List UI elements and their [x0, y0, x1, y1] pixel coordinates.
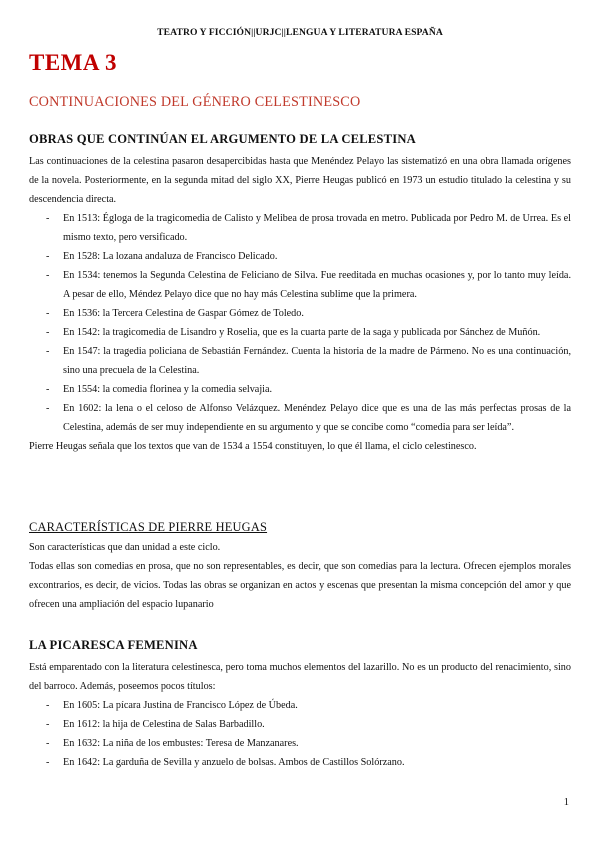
running-header: TEATRO Y FICCIÓN||URJC||LENGUA Y LITERATURA ESPAÑA — [157, 27, 443, 38]
paragraph: Pierre Heugas señala que los textos que van de 1534 a 1554 constituyen, lo que él llama, el ciclo celestinesco. — [29, 441, 477, 452]
bullet-list — [29, 209, 571, 437]
list-item: - En 1547: la tragedia policiana de Sebastián Fernández. Cuenta la historia de la madre de Pármeno. No es una continuación, sino una precuela de la Celestina. — [29, 342, 571, 380]
paragraph: Son características que dan unidad a este ciclo. — [29, 542, 221, 553]
page-subtitle: CONTINUACIONES DEL GÉNERO CELESTINESCO — [29, 94, 361, 110]
section-heading: OBRAS QUE CONTINÚAN EL ARGUMENTO DE LA CELESTINA — [29, 132, 416, 146]
list-item: - En 1554: la comedia florinea y la comedia selvajia. — [29, 380, 571, 399]
list-item: - En 1632: La niña de los embustes: Teresa de Manzanares. — [29, 734, 571, 753]
page-title: TEMA 3 — [29, 50, 117, 75]
list-item: - En 1542: la tragicomedia de Lisandro y Roselia, que es la cuarta parte de la saga y publicada por Sánchez de Muñón. — [29, 323, 571, 342]
section-obras — [29, 130, 571, 456]
list-item: - En 1612: la hija de Celestina de Salas Barbadillo. — [29, 715, 571, 734]
section-picaresca — [29, 636, 571, 772]
list-item: - En 1536: la Tercera Celestina de Gaspar Gómez de Toledo. — [29, 304, 571, 323]
section-heading: LA PICARESCA FEMENINA — [29, 638, 198, 652]
list-item: - En 1534: tenemos la Segunda Celestina de Feliciano de Silva. Fue reeditada en muchas ocasiones y, por lo tanto muy leída. A pesar de ello, Méndez Pelayo dice que no hay más Celestina sublime que la primera. — [29, 266, 571, 304]
list-item: - En 1605: La pícara Justina de Francisco López de Úbeda. — [29, 696, 571, 715]
section-heading: CARACTERÍSTICAS DE PIERRE HEUGAS — [29, 520, 268, 534]
page-number: 1 — [563, 797, 569, 808]
paragraph: Está emparentado con la literatura celestinesca, pero toma muchos elementos del lazarillo. No es un producto del renacimiento, sino del barroco. Además, poseemos pocos títulos: — [29, 662, 571, 692]
list-item: - En 1513: Égloga de la tragicomedia de Calisto y Melibea de prosa trovada en metro. Publicada por Pedro M. de Urrea. Es el mismo texto, pero versificado. — [29, 209, 571, 247]
list-item: - En 1602: la lena o el celoso de Alfonso Velázquez. Menéndez Pelayo dice que es una de las más perfectas prosas de la Celestina, además de ser muy independiente en su argumento y que se concibe como “comedia para ser leída”. — [29, 399, 571, 437]
section-caracteristicas — [29, 518, 571, 614]
list-item: - En 1642: La garduña de Sevilla y anzuelo de bolsas. Ambos de Castillos Solórzano. — [29, 753, 571, 772]
paragraph: Todas ellas son comedias en prosa, que no son representables, es decir, que son comedias para la lectura. Ofrecen ejemplos morales excontrarios, es decir, de vicios. Todas las obras se organizan en actos y escenas que presentan la misma concepción del amor y que ofrecen una ampliación del espacio lupanario — [29, 561, 571, 610]
list-item: - En 1528: La lozana andaluza de Francisco Delicado. — [29, 247, 571, 266]
paragraph: Las continuaciones de la celestina pasaron desapercibidas hasta que Menéndez Pelayo las sistematizó en una obra llamada orígenes de la novela. Posteriormente, en la segunda mitad del siglo XX, Pierre Heugas publicó en 1973 un estudio titulado la celestina y su descendencia directa. — [29, 156, 571, 205]
bullet-list — [29, 696, 571, 772]
